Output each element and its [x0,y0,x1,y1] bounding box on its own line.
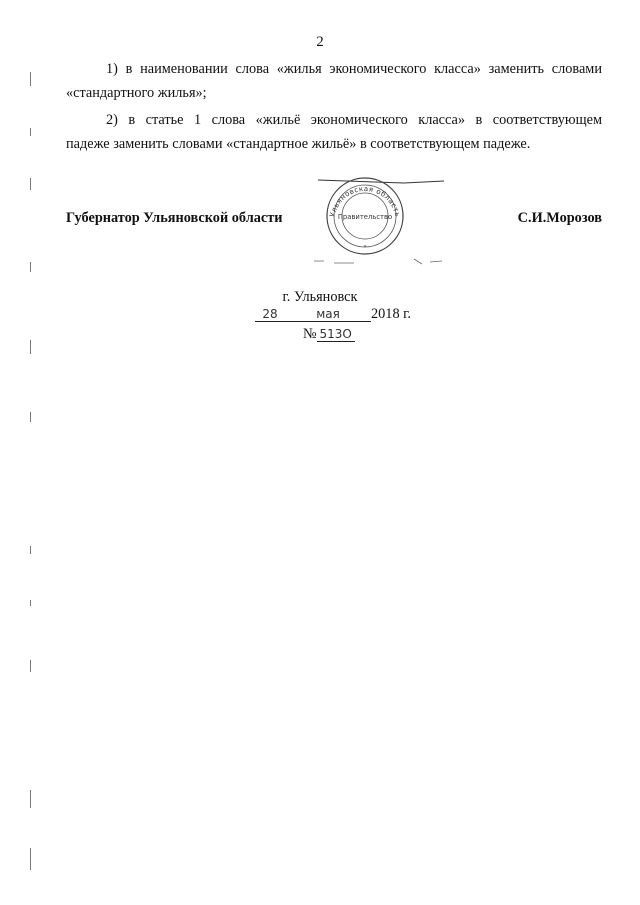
margin-mark [30,546,31,554]
margin-mark [30,128,31,136]
margin-mark [30,600,31,606]
number-value: 513O [317,327,355,342]
number-sign: № [303,326,317,342]
margin-mark [30,412,31,422]
paragraph-2-line-2: падеже заменить словами «стандартное жильё» в соответствующем падеже. [66,136,531,152]
paragraph-1 [66,57,602,105]
margin-mark [30,340,31,354]
margin-mark [30,72,31,86]
svg-text:*: * [363,245,367,251]
signer-title: Губернатор Ульяновской области [66,210,283,226]
margin-mark [30,262,31,272]
signer-name: С.И.Морозов [517,210,602,226]
margin-mark [30,848,31,870]
official-seal [314,166,444,271]
paragraph-2 [66,108,602,156]
paragraph-1-line-1: 1) в наименовании слова «жилья экономического класса» заменить словами [106,61,602,77]
document-number [303,326,355,343]
place-of-signing: г. Ульяновск [282,289,358,305]
paragraph-1-line-2: «стандартного жилья»; [66,85,207,101]
seal-ring-text: Ульяновская область [328,184,402,218]
signature-stroke [318,166,444,183]
seal-center-text: Правительство [337,213,393,221]
signing-date [255,306,411,323]
paragraph-2-line-1: 2) в статье 1 слова «жильё экономического класса» в соответствующем [106,112,602,128]
date-year: 2018 г. [371,306,411,322]
margin-mark [30,660,31,672]
date-month: мая [285,307,371,322]
margin-mark [30,790,31,808]
date-day: 28 [255,307,285,322]
page-number: 2 [316,34,324,50]
margin-mark [30,178,31,190]
